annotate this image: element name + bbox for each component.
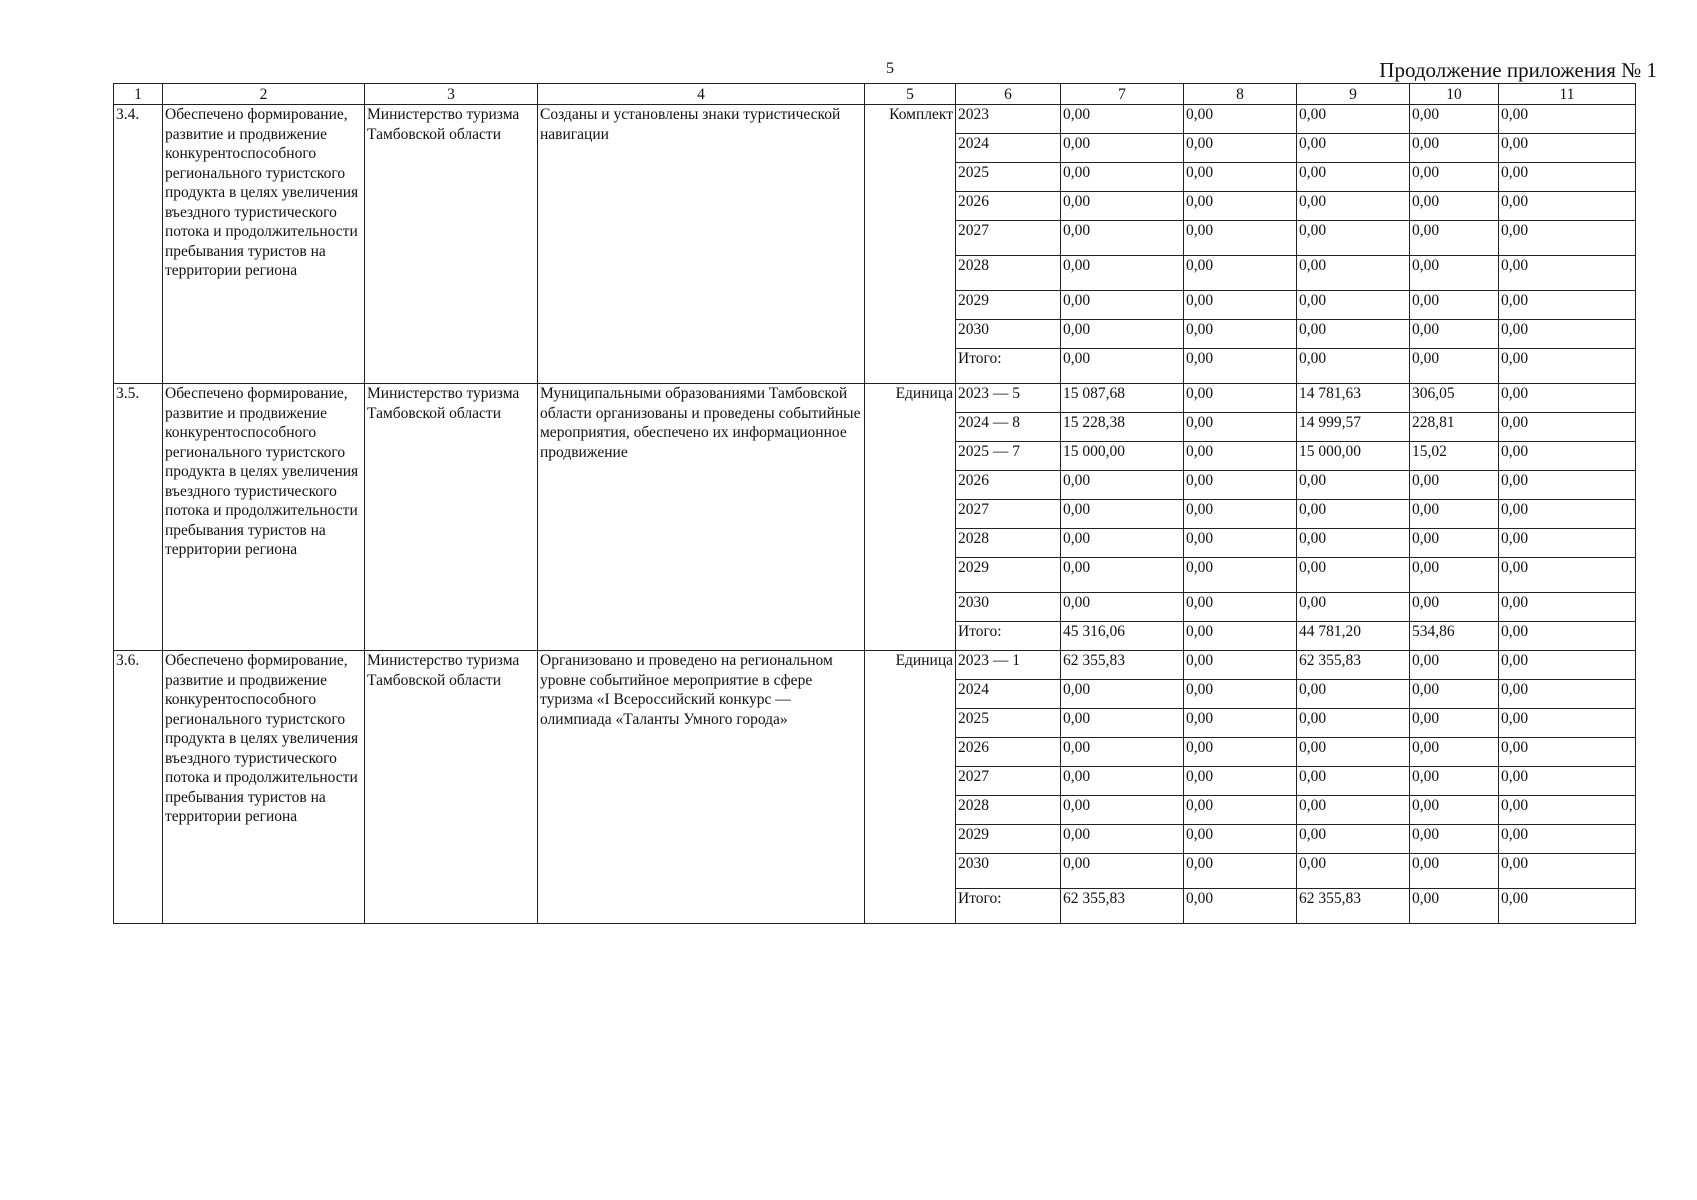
year-cell: 2024 <box>956 134 1061 163</box>
year-cell: 2024 — 8 <box>956 413 1061 442</box>
program-table <box>113 83 1636 924</box>
value-col-7: 0,00 <box>1061 680 1184 709</box>
value-col-7: 0,00 <box>1061 529 1184 558</box>
value-col-9: 14 781,63 <box>1297 384 1410 413</box>
result-description: Обеспечено формирование, развитие и продвижение конкурентоспособного регионального туристского продукта в целях увеличения въездного туристического потока и продолжительности пребывания туристов на территории региона <box>163 105 365 384</box>
value-col-10: 534,86 <box>1410 622 1499 651</box>
value-col-8: 0,00 <box>1184 192 1297 221</box>
value-col-8: 0,00 <box>1184 320 1297 349</box>
value-col-9: 0,00 <box>1297 529 1410 558</box>
value-col-8: 0,00 <box>1184 413 1297 442</box>
value-col-7: 62 355,83 <box>1061 651 1184 680</box>
value-col-8: 0,00 <box>1184 105 1297 134</box>
value-col-9: 0,00 <box>1297 192 1410 221</box>
year-cell: 2026 <box>956 738 1061 767</box>
value-col-11: 0,00 <box>1499 349 1636 384</box>
value-col-8: 0,00 <box>1184 384 1297 413</box>
executor: Министерство туризма Тамбовской области <box>365 105 538 384</box>
value-col-11: 0,00 <box>1499 796 1636 825</box>
value-col-9: 62 355,83 <box>1297 651 1410 680</box>
year-cell: Итого: <box>956 349 1061 384</box>
value-col-10: 306,05 <box>1410 384 1499 413</box>
unit-of-measure: Единица <box>865 651 956 924</box>
year-cell: Итого: <box>956 889 1061 924</box>
item-number: 3.5. <box>114 384 163 651</box>
value-col-9: 62 355,83 <box>1297 889 1410 924</box>
year-cell: 2028 <box>956 529 1061 558</box>
column-header: 7 <box>1061 84 1184 105</box>
page-number: 5 <box>886 60 894 77</box>
value-col-11: 0,00 <box>1499 558 1636 593</box>
table-row <box>114 105 1636 134</box>
value-col-10: 0,00 <box>1410 825 1499 854</box>
value-col-9: 0,00 <box>1297 349 1410 384</box>
year-cell: 2026 <box>956 471 1061 500</box>
value-col-7: 0,00 <box>1061 471 1184 500</box>
year-cell: Итого: <box>956 622 1061 651</box>
value-col-7: 15 000,00 <box>1061 442 1184 471</box>
value-col-8: 0,00 <box>1184 349 1297 384</box>
value-col-11: 0,00 <box>1499 413 1636 442</box>
year-cell: 2030 <box>956 593 1061 622</box>
value-col-9: 14 999,57 <box>1297 413 1410 442</box>
value-col-8: 0,00 <box>1184 558 1297 593</box>
value-col-10: 0,00 <box>1410 738 1499 767</box>
value-col-9: 15 000,00 <box>1297 442 1410 471</box>
value-col-10: 15,02 <box>1410 442 1499 471</box>
value-col-10: 0,00 <box>1410 349 1499 384</box>
year-cell: 2030 <box>956 320 1061 349</box>
value-col-7: 0,00 <box>1061 709 1184 738</box>
value-col-7: 0,00 <box>1061 134 1184 163</box>
value-col-8: 0,00 <box>1184 291 1297 320</box>
column-header: 9 <box>1297 84 1410 105</box>
year-cell: 2029 <box>956 558 1061 593</box>
value-col-8: 0,00 <box>1184 854 1297 889</box>
value-col-10: 0,00 <box>1410 854 1499 889</box>
value-col-9: 0,00 <box>1297 163 1410 192</box>
value-col-10: 0,00 <box>1410 471 1499 500</box>
year-cell: 2025 <box>956 709 1061 738</box>
value-col-10: 0,00 <box>1410 291 1499 320</box>
value-col-9: 0,00 <box>1297 767 1410 796</box>
value-col-9: 0,00 <box>1297 709 1410 738</box>
value-col-7: 15 087,68 <box>1061 384 1184 413</box>
measure-description: Созданы и установлены знаки туристической навигации <box>538 105 865 384</box>
value-col-11: 0,00 <box>1499 889 1636 924</box>
measure-description: Организовано и проведено на региональном уровне событийное мероприятие в сфере туризма «I Всероссийский конкурс — олимпиада «Таланты Умного города» <box>538 651 865 924</box>
value-col-9: 0,00 <box>1297 500 1410 529</box>
value-col-11: 0,00 <box>1499 529 1636 558</box>
value-col-7: 0,00 <box>1061 163 1184 192</box>
value-col-8: 0,00 <box>1184 796 1297 825</box>
value-col-10: 0,00 <box>1410 767 1499 796</box>
value-col-10: 0,00 <box>1410 320 1499 349</box>
value-col-11: 0,00 <box>1499 767 1636 796</box>
value-col-8: 0,00 <box>1184 622 1297 651</box>
value-col-8: 0,00 <box>1184 471 1297 500</box>
value-col-10: 0,00 <box>1410 529 1499 558</box>
value-col-10: 0,00 <box>1410 796 1499 825</box>
value-col-9: 0,00 <box>1297 680 1410 709</box>
item-number: 3.4. <box>114 105 163 384</box>
value-col-8: 0,00 <box>1184 738 1297 767</box>
value-col-9: 44 781,20 <box>1297 622 1410 651</box>
value-col-7: 45 316,06 <box>1061 622 1184 651</box>
column-header: 2 <box>163 84 365 105</box>
value-col-11: 0,00 <box>1499 738 1636 767</box>
value-col-9: 0,00 <box>1297 558 1410 593</box>
value-col-9: 0,00 <box>1297 796 1410 825</box>
value-col-11: 0,00 <box>1499 384 1636 413</box>
value-col-9: 0,00 <box>1297 256 1410 291</box>
value-col-11: 0,00 <box>1499 680 1636 709</box>
value-col-11: 0,00 <box>1499 291 1636 320</box>
value-col-7: 0,00 <box>1061 796 1184 825</box>
value-col-7: 0,00 <box>1061 738 1184 767</box>
value-col-9: 0,00 <box>1297 221 1410 256</box>
value-col-8: 0,00 <box>1184 593 1297 622</box>
column-header: 8 <box>1184 84 1297 105</box>
value-col-8: 0,00 <box>1184 709 1297 738</box>
value-col-7: 0,00 <box>1061 767 1184 796</box>
year-cell: 2027 <box>956 221 1061 256</box>
value-col-10: 0,00 <box>1410 709 1499 738</box>
value-col-11: 0,00 <box>1499 320 1636 349</box>
value-col-10: 0,00 <box>1410 500 1499 529</box>
column-header: 5 <box>865 84 956 105</box>
value-col-8: 0,00 <box>1184 163 1297 192</box>
value-col-11: 0,00 <box>1499 221 1636 256</box>
value-col-8: 0,00 <box>1184 134 1297 163</box>
value-col-7: 0,00 <box>1061 558 1184 593</box>
value-col-7: 0,00 <box>1061 105 1184 134</box>
value-col-7: 0,00 <box>1061 500 1184 529</box>
value-col-10: 0,00 <box>1410 256 1499 291</box>
value-col-7: 15 228,38 <box>1061 413 1184 442</box>
value-col-11: 0,00 <box>1499 192 1636 221</box>
value-col-11: 0,00 <box>1499 163 1636 192</box>
value-col-8: 0,00 <box>1184 500 1297 529</box>
value-col-10: 0,00 <box>1410 163 1499 192</box>
unit-of-measure: Единица <box>865 384 956 651</box>
value-col-7: 0,00 <box>1061 291 1184 320</box>
year-cell: 2030 <box>956 854 1061 889</box>
value-col-10: 228,81 <box>1410 413 1499 442</box>
value-col-10: 0,00 <box>1410 593 1499 622</box>
value-col-10: 0,00 <box>1410 651 1499 680</box>
value-col-10: 0,00 <box>1410 105 1499 134</box>
year-cell: 2027 <box>956 500 1061 529</box>
value-col-7: 0,00 <box>1061 825 1184 854</box>
year-cell: 2023 — 1 <box>956 651 1061 680</box>
value-col-9: 0,00 <box>1297 134 1410 163</box>
value-col-7: 0,00 <box>1061 854 1184 889</box>
value-col-9: 0,00 <box>1297 320 1410 349</box>
column-header: 1 <box>114 84 163 105</box>
value-col-11: 0,00 <box>1499 500 1636 529</box>
value-col-11: 0,00 <box>1499 134 1636 163</box>
result-description: Обеспечено формирование, развитие и продвижение конкурентоспособного регионального туристского продукта в целях увеличения въездного туристического потока и продолжительности пребывания туристов на территории региона <box>163 384 365 651</box>
value-col-11: 0,00 <box>1499 622 1636 651</box>
value-col-9: 0,00 <box>1297 738 1410 767</box>
continuation-title: Продолжение приложения № 1 <box>1379 58 1657 82</box>
column-header: 11 <box>1499 84 1636 105</box>
value-col-9: 0,00 <box>1297 471 1410 500</box>
value-col-7: 0,00 <box>1061 593 1184 622</box>
value-col-11: 0,00 <box>1499 256 1636 291</box>
value-col-11: 0,00 <box>1499 442 1636 471</box>
value-col-7: 0,00 <box>1061 192 1184 221</box>
year-cell: 2026 <box>956 192 1061 221</box>
year-cell: 2027 <box>956 767 1061 796</box>
unit-of-measure: Комплект <box>865 105 956 384</box>
column-number-row <box>114 84 1636 105</box>
value-col-10: 0,00 <box>1410 558 1499 593</box>
value-col-10: 0,00 <box>1410 221 1499 256</box>
year-cell: 2023 — 5 <box>956 384 1061 413</box>
item-number: 3.6. <box>114 651 163 924</box>
year-cell: 2028 <box>956 256 1061 291</box>
value-col-8: 0,00 <box>1184 221 1297 256</box>
value-col-11: 0,00 <box>1499 854 1636 889</box>
value-col-8: 0,00 <box>1184 889 1297 924</box>
value-col-7: 62 355,83 <box>1061 889 1184 924</box>
column-header: 10 <box>1410 84 1499 105</box>
value-col-10: 0,00 <box>1410 680 1499 709</box>
year-cell: 2023 <box>956 105 1061 134</box>
value-col-11: 0,00 <box>1499 825 1636 854</box>
year-cell: 2028 <box>956 796 1061 825</box>
value-col-9: 0,00 <box>1297 105 1410 134</box>
value-col-11: 0,00 <box>1499 651 1636 680</box>
value-col-8: 0,00 <box>1184 825 1297 854</box>
year-cell: 2024 <box>956 680 1061 709</box>
value-col-8: 0,00 <box>1184 442 1297 471</box>
value-col-11: 0,00 <box>1499 593 1636 622</box>
value-col-11: 0,00 <box>1499 709 1636 738</box>
year-cell: 2025 — 7 <box>956 442 1061 471</box>
value-col-7: 0,00 <box>1061 256 1184 291</box>
year-cell: 2029 <box>956 291 1061 320</box>
result-description: Обеспечено формирование, развитие и продвижение конкурентоспособного регионального туристского продукта в целях увеличения въездного туристического потока и продолжительности пребывания туристов на территории региона <box>163 651 365 924</box>
value-col-8: 0,00 <box>1184 651 1297 680</box>
value-col-9: 0,00 <box>1297 825 1410 854</box>
value-col-11: 0,00 <box>1499 105 1636 134</box>
table-row <box>114 384 1636 413</box>
measure-description: Муниципальными образованиями Тамбовской области организованы и проведены событийные мероприятия, обеспечено их информационное продвижение <box>538 384 865 651</box>
value-col-8: 0,00 <box>1184 529 1297 558</box>
year-cell: 2029 <box>956 825 1061 854</box>
value-col-8: 0,00 <box>1184 256 1297 291</box>
column-header: 3 <box>365 84 538 105</box>
value-col-10: 0,00 <box>1410 134 1499 163</box>
value-col-8: 0,00 <box>1184 680 1297 709</box>
executor: Министерство туризма Тамбовской области <box>365 384 538 651</box>
value-col-9: 0,00 <box>1297 593 1410 622</box>
column-header: 6 <box>956 84 1061 105</box>
column-header: 4 <box>538 84 865 105</box>
value-col-10: 0,00 <box>1410 192 1499 221</box>
executor: Министерство туризма Тамбовской области <box>365 651 538 924</box>
value-col-11: 0,00 <box>1499 471 1636 500</box>
value-col-9: 0,00 <box>1297 291 1410 320</box>
value-col-8: 0,00 <box>1184 767 1297 796</box>
value-col-10: 0,00 <box>1410 889 1499 924</box>
value-col-9: 0,00 <box>1297 854 1410 889</box>
value-col-7: 0,00 <box>1061 221 1184 256</box>
value-col-7: 0,00 <box>1061 349 1184 384</box>
table-row <box>114 651 1636 680</box>
year-cell: 2025 <box>956 163 1061 192</box>
value-col-7: 0,00 <box>1061 320 1184 349</box>
